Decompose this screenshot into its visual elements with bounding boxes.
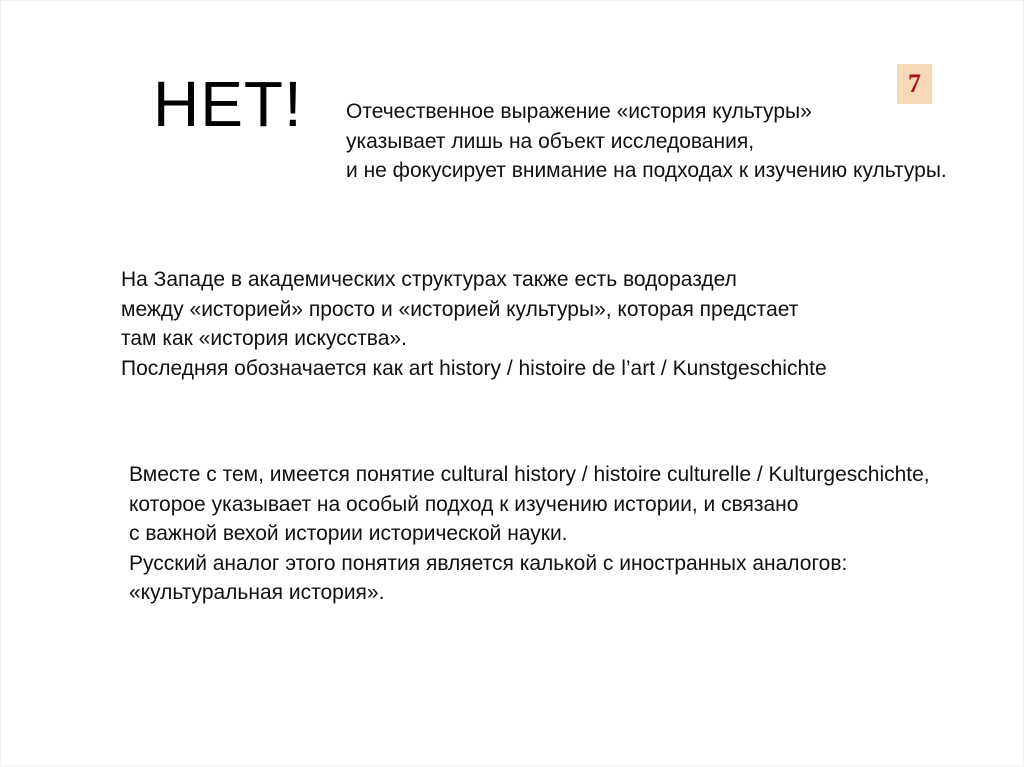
paragraph-line: Русский аналог этого понятия является калькой с иностранных аналогов: bbox=[129, 551, 848, 575]
page-number-badge: 7 bbox=[897, 64, 932, 104]
paragraph-line: там как «история искусства». bbox=[121, 327, 407, 350]
paragraph-cultural-history bbox=[129, 460, 930, 608]
paragraph-line: «культуральная история». bbox=[129, 581, 385, 604]
paragraph-line: Отечественное выражение «история культуры» bbox=[346, 100, 812, 123]
paragraph-line: с важной вехой истории исторической науки. bbox=[129, 522, 568, 545]
paragraph-line: и не фокусирует внимание на подходах к изучению культуры. bbox=[346, 159, 947, 182]
paragraph-line: На Западе в академических структурах также есть водораздел bbox=[121, 268, 737, 291]
paragraph-line: Последняя обозначается как art history / histoire de l’art / Kunstgeschichte bbox=[121, 356, 827, 380]
paragraph-line: между «историей» просто и «историей культуры», которая предстает bbox=[121, 297, 799, 321]
paragraph-line: указывает лишь на объект исследования, bbox=[346, 129, 755, 153]
slide-heading: НЕТ! bbox=[153, 68, 303, 140]
paragraph-line: которое указывает на особый подход к изучению истории, и связано bbox=[129, 492, 799, 516]
paragraph-west-divide bbox=[121, 265, 827, 383]
paragraph-native-expression bbox=[346, 97, 947, 186]
paragraph-line: Вместе с тем, имеется понятие cultural history / histoire culturelle / Kulturgeschichte, bbox=[129, 463, 930, 486]
